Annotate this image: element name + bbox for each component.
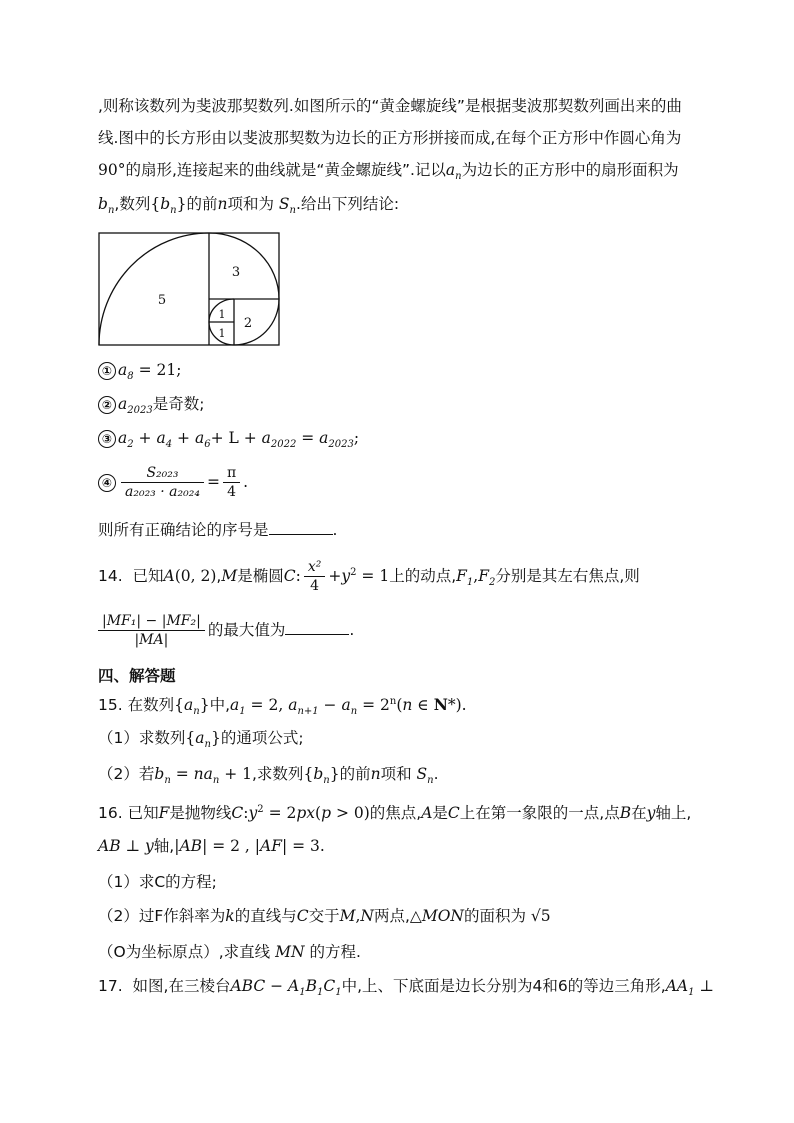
answer-blank-13[interactable] — [269, 520, 333, 535]
q14-line-1: 14. 已知A(0, 2),M是椭圆C: $\frac{\text{x²}}{4}$ $+y^2 = 1$上的动点$,F_1,F_2$分别是其左右焦点,则 — [98, 559, 640, 594]
q17-line-1: 17. 如图,在三棱台ABC − $A_1B_1C_1$中,上、下底面是边长分别为4和6的等边三角形$,AA_1$ ⊥ — [98, 977, 714, 999]
q16-sub-2-cont: （O为坐标原点）,求直线 MN 的方程. — [98, 943, 361, 961]
q16-sub-1: （1）求C的方程; — [98, 873, 217, 891]
q16-line-1: 16. 已知F是抛物线$C:y^2 = 2px(p > 0)$的焦点,A是C上在第一象限的一点,点B在y轴上, — [98, 804, 692, 823]
q16-line-2: AB ⊥ y轴,|AB| = 2 , |AF| = 3. — [98, 837, 325, 855]
statement-3: ③ $a_2 + a_4 + a_6+ L + a_{2022} = a_{2023}$; — [98, 428, 359, 455]
circled-number-4: ④ — [98, 474, 116, 492]
intro-line-2: 线.图中的长方形由以斐波那契数为边长的正方形拼接而成,在每个正方形中作圆心角为 — [98, 129, 682, 147]
golden-spiral-figure — [98, 232, 282, 348]
q15-sub-2: （2）若$b_n = na_n + 1$,求数列$\{b_n\}$的前n项和 $S_n$. — [98, 765, 439, 787]
fig-label-3: 3 — [231, 265, 241, 280]
intro-line-1: ,则称该数列为斐波那契数列.如图所示的“黄金螺旋线”是根据斐波那契数列画出来的曲 — [98, 97, 682, 115]
q16-sub-2: （2）过F作斜率为k的直线与C交于M,N两点,△MON的面积为 √5 — [98, 907, 551, 925]
spiral-arc-2 — [234, 299, 279, 345]
intro-line-4: $b_n$,数列$\{b_n\}$的前n项和为 $S_n$.给出下列结论: — [98, 195, 400, 217]
statement-4: ④ $\frac{\text{S₂₀₂₃}}{\text{a₂₀₂₃ · a₂₀₂₄}}$ = $\frac{\pi}{4}$ . — [98, 464, 248, 501]
answer-blank-14[interactable] — [285, 620, 349, 635]
fig-label-5: 5 — [157, 293, 167, 308]
fig-label-1a: 1 — [218, 308, 226, 321]
spiral-arc-3 — [209, 233, 279, 299]
intro-line-3: 90°的扇形,连接起来的曲线就是“黄金螺旋线”.记以$a_n$为边长的正方形中的扇形面积为 — [98, 161, 679, 183]
q15-line-1: 15. 在数列$\{a_n\}$中$,a_1 = 2$, $a_{n+1} - a_n = 2^n(n$ ∈ N*). — [98, 695, 467, 718]
fig-label-1b: 1 — [218, 327, 226, 340]
statement-1: ① $a_8 = 21$; — [98, 360, 181, 387]
spiral-arc-5 — [99, 233, 209, 345]
circled-number-3: ③ — [98, 430, 116, 448]
statement-2: ② $a_{2023}$是奇数; — [98, 394, 204, 421]
circled-number-1: ① — [98, 362, 116, 380]
q14-line-2: $\frac{\text{|MF₁| − |MF₂|}}{|MA|}$ 的最大值为 . — [98, 612, 354, 649]
q15-sub-1: （1）求数列$\{a_n\}$的通项公式; — [98, 729, 304, 751]
section-heading: 四、解答题 — [98, 667, 176, 685]
circled-number-2: ② — [98, 396, 116, 414]
fig-label-2: 2 — [243, 316, 253, 331]
q13-answer-line: 则所有正确结论的序号是 . — [98, 521, 338, 539]
